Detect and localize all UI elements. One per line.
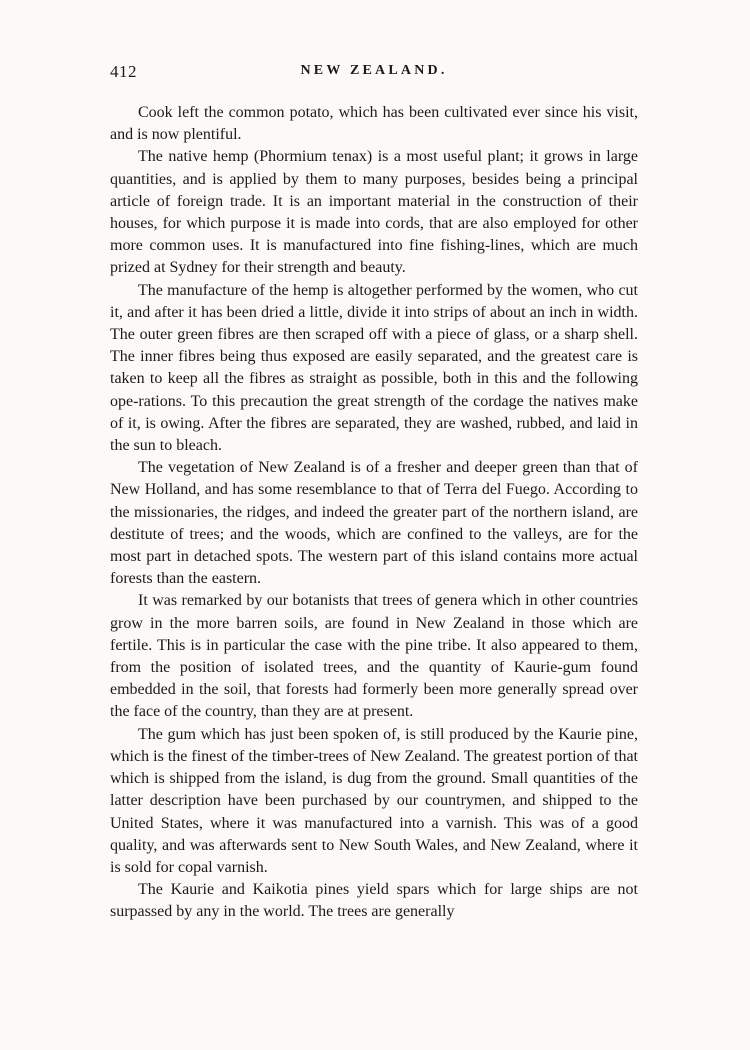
running-title: NEW ZEALAND. bbox=[300, 63, 448, 78]
paragraph-kaurie-pines: The Kaurie and Kaikotia pines yield spars which for large ships are not surpassed by any in the world. The trees are generally bbox=[110, 881, 638, 921]
paragraph-hemp-manufacture: The manufacture of the hemp is altogether performed by the women, who cut it, and after it has been dried a little, divide it into strips of about an inch in width. The outer green fibres are then scraped off with a piece of glass, or a sharp shell. The inner fibres being thus exposed are easily separated, and the greatest care is taken to keep all the fibres as straight as possible, both in this and the following ope-rations. To this precaution the great strength of the cordage the natives make of it, is owing. After the fibres are separated, they are washed, rubbed, and laid in the sun to bleach. bbox=[110, 281, 638, 455]
paragraph-native-hemp: The native hemp (Phormium tenax) is a most useful plant; it grows in large quantities, and is applied by them to many purposes, besides being a principal article of foreign trade. It is an important material in the construction of their houses, for which purpose it is made into cords, that are also employed for other more common uses. It is manufactured into fine fishing-lines, which are much prized at Sydney for their strength and beauty. bbox=[110, 148, 638, 277]
paragraph-potato: Cook left the common potato, which has been cultivated ever since his visit, and is now plentiful. bbox=[110, 104, 638, 144]
page-number: 412 bbox=[110, 62, 137, 81]
paragraph-kaurie-gum: The gum which has just been spoken of, is still produced by the Kaurie pine, which is the finest of the timber-trees of New Zealand. The greatest portion of that which is shipped from the island, is dug from the ground. Small quantities of the latter description have been purchased by our countrymen, and shipped to the United States, where it was manufactured into a varnish. This was of a good quality, and was afterwards sent to New South Wales, and New Zealand, where it is sold for copal varnish. bbox=[110, 725, 638, 876]
body-text bbox=[110, 102, 638, 924]
paragraph-vegetation: The vegetation of New Zealand is of a fresher and deeper green than that of New Holland, and has some resemblance to that of Terra del Fuego. According to the missionaries, the ridges, and indeed the greater part of the northern island, are destitute of trees; and the woods, which are confined to the valleys, are for the most part in detached spots. The western part of this island contains more actual forests than the eastern. bbox=[110, 459, 638, 588]
page-header bbox=[110, 62, 638, 88]
paragraph-botanists: It was remarked by our botanists that trees of genera which in other countries grow in the more barren soils, are found in New Zealand in those which are fertile. This is in particular the case with the pine tribe. It also appeared to them, from the position of isolated trees, and the quantity of Kaurie-gum found embedded in the soil, that forests had formerly been more generally spread over the face of the country, than they are at present. bbox=[110, 592, 638, 721]
